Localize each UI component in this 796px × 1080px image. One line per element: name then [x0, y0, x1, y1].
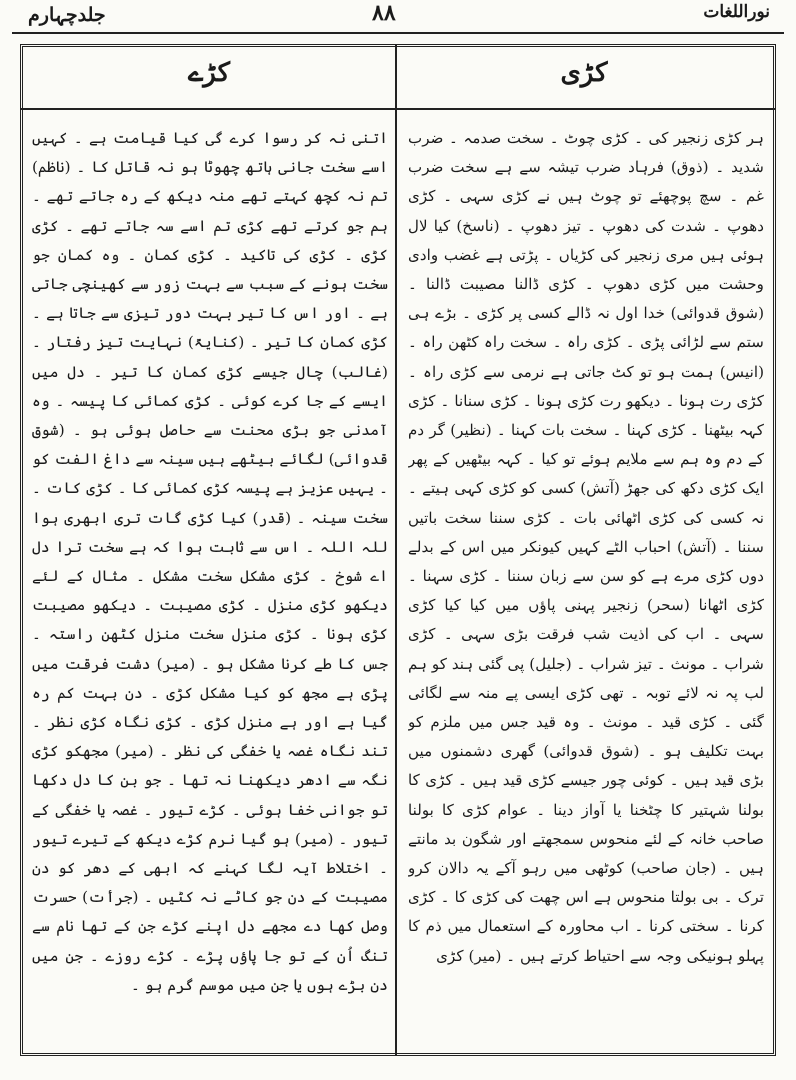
header-rule [12, 32, 784, 34]
right-column-headword: کڑی [560, 58, 608, 88]
title-divider [20, 108, 776, 110]
left-column-headword: کڑے [188, 58, 230, 88]
right-column-entries: ہر کڑی زنجیر کی ۔ کڑی چوٹ ۔ سخت صدمہ ۔ ضرب شدید ۔ (ذوق) فرہاد ضرب تیشہ سے ہے سخت ضرب غم ۔ سچ پوچھئے تو چوٹ ہیں نے کڑی سہی ۔ کڑی دھوپ ۔ شدت کی دھوپ ۔ تیز دھوپ ۔ (ناسخ) کیا لال ہوئی ہیں مری زنجیر کی کڑیاں ۔ پڑتی ہے غضب وادی وحشت میں کڑی دھوپ ۔ کڑی ڈالنا مصیبت ڈالنا ۔ (شوق قدوائی) خدا اول نہ ڈالے کسی پر کڑی ۔ بڑے ہی ستم سے لڑائی پڑی ۔ کڑی راہ ۔ سخت راہ کٹھن راہ ۔ (انیس) ہمت ہو تو کٹ جاتی ہے نرمی سے کڑی راہ ۔ کڑی رت ہونا ۔ دیکھو رت کڑی ہونا ۔ کڑی سنانا ۔ کڑی کہہ بیٹھنا ۔ کڑی کہنا ۔ سخت بات کہنا ۔ (نظیر) گر دم کے دم وہ ہم سے ملایم ہوئے تو کیا ۔ کہہ بیٹھیں کے پھر ایک کڑی دکھ کی جھڑ (آتش) کسی کو کڑی کہی ہیتے ۔ نہ کسی کی کڑی اٹھائی بات ۔ کڑی سننا سخت باتیں سننا ۔ (آتش) احباب الٹے کہیں کیونکر میں اس کے بدلے دوں کڑی مرے ہے کو سن سے زبان سننا ۔ کڑی سہنا ۔ کڑی اٹھانا (سحر) زنجیر پہنی پاؤں میں کیا کیا کڑی سہی ۔ اب کی اذیت شب فرقت بڑی سہی ۔ کڑی شراب ۔ مونث ۔ تیز شراب ۔ (جلیل) پی گئی ہند کو ہم لب پہ نہ لائے توبہ ۔ تھی کڑی ایسی پے منہ سے لگائی گئی ۔ کڑی قید ۔ مونث ۔ وہ قید جس میں ملزم کو بہت تکلیف ہو ۔ (شوق قدوائی) گھری دشمنوں میں بڑی قید ہیں ۔ کوئی چور جیسے کڑی قید ہیں ۔ کڑی کا بولنا شہتیر کا چٹخنا یا آواز دینا ۔ عوام کڑی کا بولنا صاحب خانہ کے لئے منحوس سمجھتے اور شگون بد مانتے ہیں ۔ (جان صاحب) کوٹھی میں رہو آکے یہ دالان کرو ترک ۔ بی بولتا منحوس ہے اس چھت کی کڑی کا ۔ کڑی کرنا ۔ سختی کرنا ۔ اب محاورہ کے استعمال میں ذم کا پہلو ہونیکی وجہ سے احتیاط کرتے ہیں ۔ (میر) کڑی [408, 129, 764, 965]
left-column-text [32, 124, 388, 1040]
column-divider [395, 44, 397, 1056]
volume-label: جلدچہارم [28, 4, 106, 26]
left-column-entries: اتنی نہ کر رسوا کرے گی کیا قیامت ہے ۔ کہیں اسے سخت جانی ہاتھ چھوٹا ہو نہ قاتل کا ۔ (ناظم) تم نہ کچھ کہتے تھے منہ دیکھ کے رہ جاتے تھے ۔ ہم جو کرتے تھے کڑی تم اسے سہ جاتے تھے ۔ کڑی کڑی ۔ کڑی کی تاکید ۔ کڑی کمان ۔ وہ کمان جو سخت ہونے کے سبب سے بہت زور سے کھینچی جاتی ہے ۔ اور اس کا تیر بہت دور تیزی سے جاتا ہے ۔ کڑی کمان کا تیر ۔ (کنایۃً) نہایت تیز رفتار ۔ (غالب) چال جیسے کڑی کمان کا تیر ۔ دل میں ایسے کے جا کرے کوئی ۔ کڑی کمائی کا پیسہ ۔ وہ آمدنی جو بڑی محنت سے حاصل ہوئی ہو ۔ (شوق قدوائی) لگائے بیٹھے ہیں سینہ سے داغ الفت کو ۔ یہیں عزیز ہے پیسہ کڑی کمائی کا ۔ کڑی کات ۔ سخت سینہ ۔ (قدر) کیا کڑی گات تری ابھری ہوا للہ اللہ ۔ اس سے ثابت ہوا کہ ہے سخت ترا دل اے شوخ ۔ کڑی مشکل سخت مشکل ۔ مثال کے لئے دیکھو کڑی منزل ۔ کڑی مصیبت ۔ دیکھو مصیبت کڑی ہونا ۔ کڑی منزل سخت منزل کٹھن راستہ ۔ جس کا طے کرنا مشکل ہو ۔ (میر) دشت فرقت میں پڑی ہے مجھ کو کیا مشکل کڑی ۔ دن بہت کم رہ گیا ہے اور ہے منزل کڑی ۔ کڑی نگاہ کڑی نظر ۔ تند نگاہ غصہ یا خفگی کی نظر ۔ (میر) مجھکو کڑی نگہ سے ادھر دیکھنا نہ تھا ۔ جو بن کا دل دکھا تو جوانی خفا ہوئی ۔ کڑے تیور ۔ غصہ یا خفگی کے تیور ۔ (میر) ہو گیا نرم کڑے دیکھ کے تیرے تیور ۔ اختلاط آیہ لگا کہنے کہ ابھی کے دھر کو دن مصیبت کے دن جو کاٹے نہ کٹیں ۔ (جرأت) حسرت وصل کھا دے مجھے دل اپنے کڑے جن کے تھا نام سے تنگ اُن کے تو جا پاؤں پڑے ۔ کڑے روزے ۔ جن میں دن بڑے ہوں یا جن میں موسم گرم ہو ۔ [32, 129, 388, 994]
book-title: نوراللغات [703, 2, 770, 22]
page-number: ۸۸ [372, 0, 396, 26]
page-header [0, 0, 796, 36]
right-column-text [408, 124, 764, 1040]
